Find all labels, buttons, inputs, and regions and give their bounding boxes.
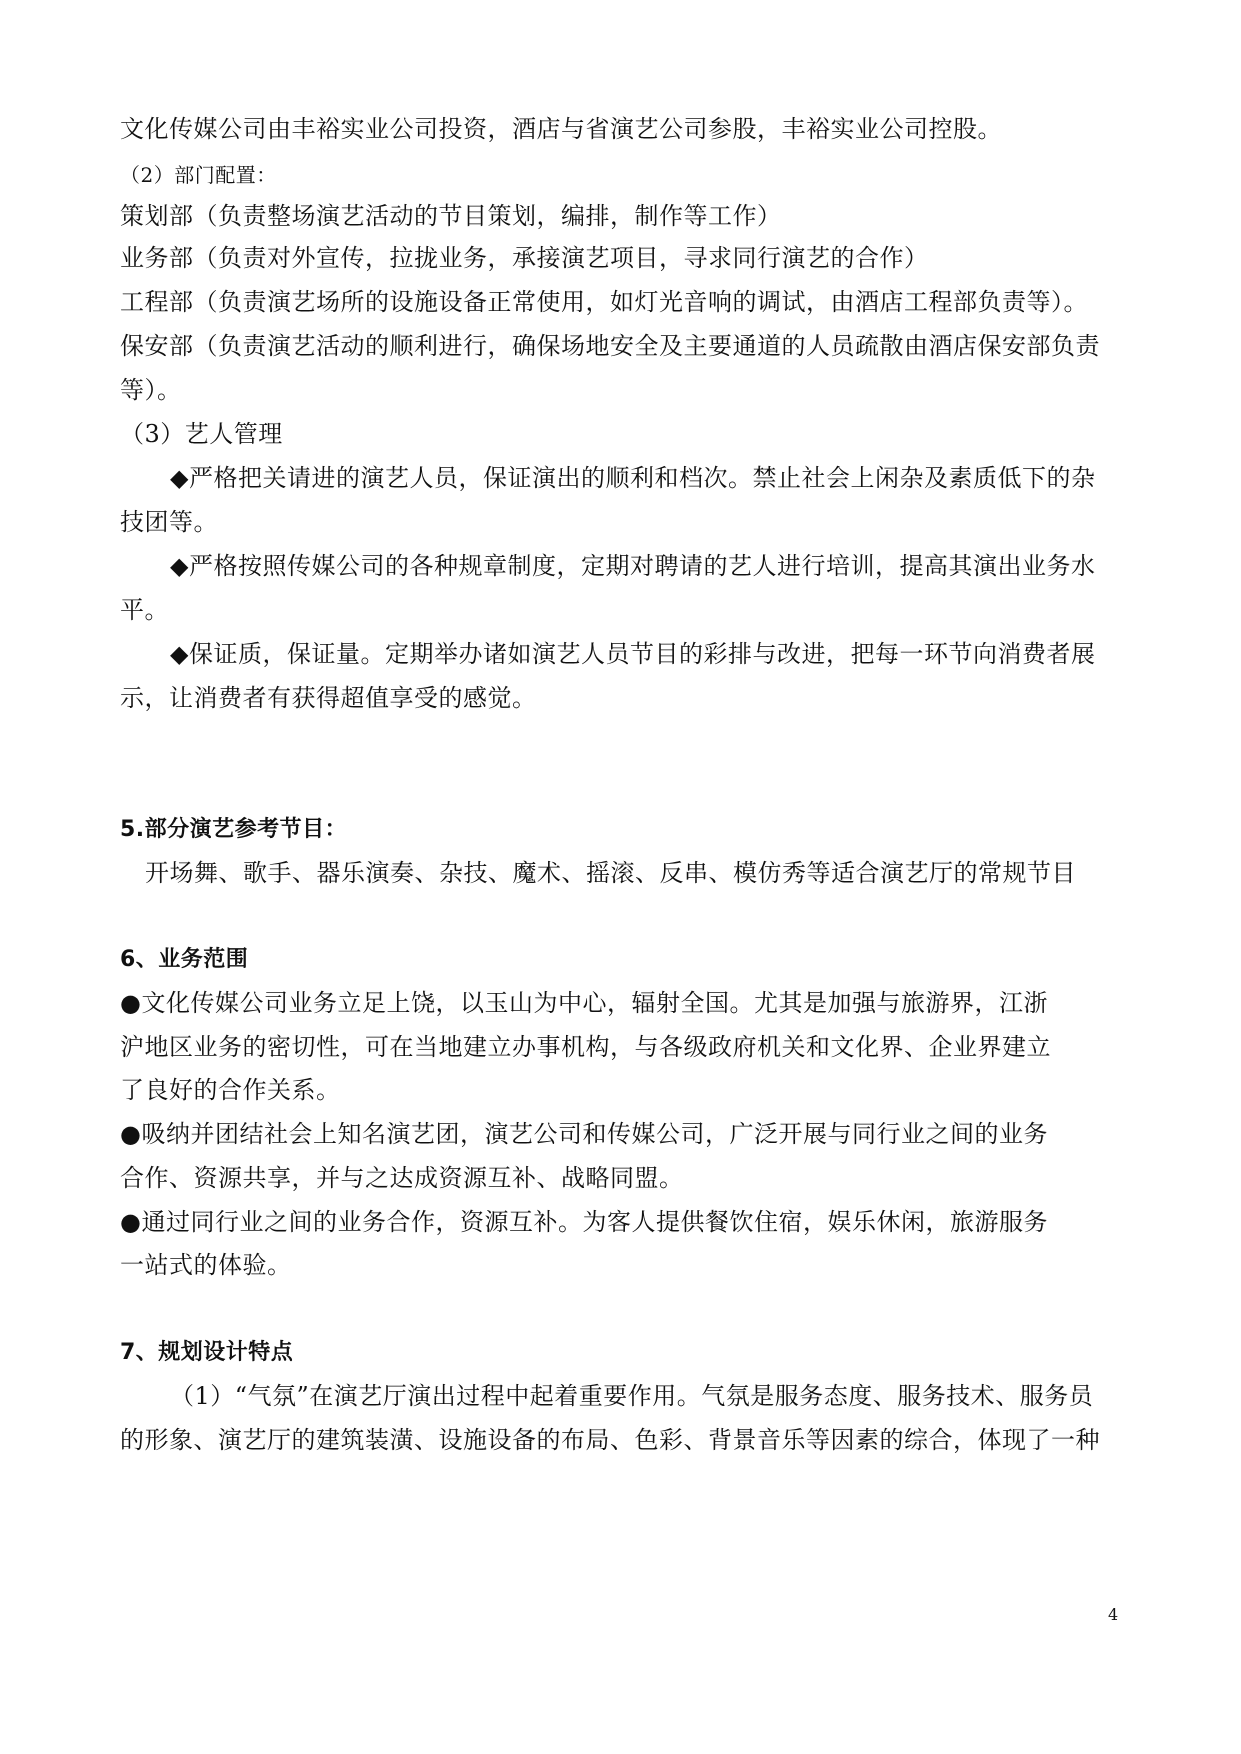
paragraph-line: 了良好的合作关系。: [120, 1076, 341, 1104]
paragraph-line: 保安部（负责演艺活动的顺利进行，确保场地安全及主要通道的人员疏散由酒店保安部负责: [120, 332, 1100, 360]
paragraph-line: 合作、资源共享，并与之达成资源互补、战略同盟。: [120, 1164, 684, 1192]
subsection-label: （2）部门配置：: [120, 163, 277, 187]
subsection-label: （3）艺人管理: [120, 420, 283, 448]
paragraph-line: 示，让消费者有获得超值享受的感觉。: [120, 684, 537, 712]
paragraph-line: 工程部（负责演艺场所的设施设备正常使用，如灯光音响的调试，由酒店工程部负责等）。: [120, 288, 1088, 316]
section-heading: 6、业务范围: [120, 947, 249, 972]
paragraph-line: 一站式的体验。: [120, 1251, 292, 1279]
bullet-line: ●通过同行业之间的业务合作，资源互补。为客人提供餐饮住宿，娱乐休闲，旅游服务: [120, 1208, 1048, 1236]
paragraph-line: 策划部（负责整场演艺活动的节目策划，编排，制作等工作）: [120, 202, 782, 230]
bullet-line: ◆严格按照传媒公司的各种规章制度，定期对聘请的艺人进行培训，提高其演出业务水: [170, 552, 1096, 580]
page-number: 4: [1108, 1605, 1119, 1624]
section-heading: 5.部分演艺参考节目：: [120, 817, 348, 842]
paragraph-line: 技团等。: [120, 508, 218, 536]
paragraph-line: 业务部（负责对外宣传，拉拢业务，承接演艺项目，寻求同行演艺的合作）: [120, 244, 929, 272]
paragraph-line: （1）“气氛”在演艺厅演出过程中起着重要作用。气氛是服务态度、服务技术、服务员: [170, 1382, 1094, 1410]
bullet-line: ◆保证质，保证量。定期举办诸如演艺人员节目的彩排与改进，把每一环节向消费者展: [170, 640, 1096, 668]
paragraph-line: 的形象、演艺厅的建筑装潢、设施设备的布局、色彩、背景音乐等因素的综合，体现了一种: [120, 1426, 1100, 1454]
paragraph-line: 等）。: [120, 376, 182, 404]
paragraph-line: 开场舞、歌手、器乐演奏、杂技、魔术、摇滚、反串、模仿秀等适合演艺厅的常规节目: [145, 859, 1076, 887]
paragraph-line: 沪地区业务的密切性，可在当地建立办事机构，与各级政府机关和文化界、企业界建立: [120, 1033, 1051, 1061]
paragraph-line: 文化传媒公司由丰裕实业公司投资，酒店与省演艺公司参股，丰裕实业公司控股。: [120, 115, 1002, 143]
bullet-line: ●文化传媒公司业务立足上饶，以玉山为中心，辐射全国。尤其是加强与旅游界，江浙: [120, 989, 1048, 1017]
section-heading: 7、规划设计特点: [120, 1340, 294, 1365]
paragraph-line: 平。: [120, 596, 169, 624]
bullet-line: ◆严格把关请进的演艺人员，保证演出的顺利和档次。禁止社会上闲杂及素质低下的杂: [170, 464, 1096, 492]
bullet-line: ●吸纳并团结社会上知名演艺团，演艺公司和传媒公司，广泛开展与同行业之间的业务: [120, 1120, 1048, 1148]
